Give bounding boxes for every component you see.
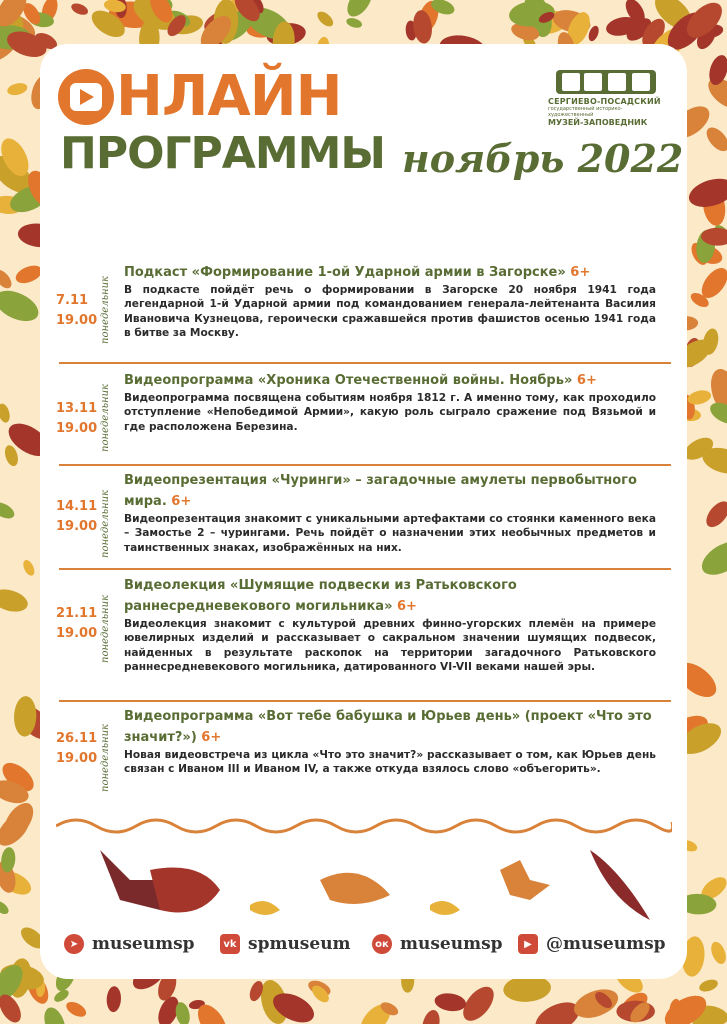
online-title-text: НЛАЙН (116, 64, 342, 129)
age-rating: 6+ (397, 599, 417, 614)
event-time: 19.00 (56, 421, 98, 436)
divider (59, 700, 671, 702)
museum-logo-mark (556, 70, 656, 94)
social-youtube[interactable] (518, 934, 666, 954)
vk-icon: vk (220, 934, 240, 954)
odnoklassniki-icon: ок (372, 934, 392, 954)
event-weekday: понедельник (100, 594, 111, 663)
logo-line-2: государственный историко-художественный (548, 106, 623, 118)
social-label: spmuseum (248, 934, 351, 954)
event-description: Видеопрезентация знакомит с уникальными артефактами со стоянки каменного века – Замостье 2 – чурингами. Речь пойдёт о назначении этих необычных предметов и таинственных знаках, изображённых на них. (124, 513, 656, 554)
month-title: ноябрь 2022 (402, 136, 684, 181)
age-rating: 6+ (171, 494, 192, 509)
falling-leaves-decoration (60, 840, 670, 930)
age-rating: 6+ (201, 730, 222, 745)
programs-title: ПРОГРАММЫ (60, 128, 385, 179)
event-date: 7.11 (56, 293, 89, 308)
divider (59, 464, 671, 466)
museum-logo (548, 70, 666, 127)
divider (59, 568, 671, 570)
divider (59, 362, 671, 364)
telegram-icon: ➤ (64, 934, 84, 954)
play-button-icon (58, 69, 114, 125)
event-weekday: понедельник (100, 723, 111, 792)
event-date: 21.11 (56, 606, 98, 621)
event-time: 19.00 (56, 313, 98, 328)
logo-line-1: СЕРГИЕВО-ПОСАДСКИЙ (548, 97, 661, 106)
event-description: Новая видеовстреча из цикла «Что это значит?» рассказывает о том, как Юрьев день связан с Иваном III и Иваном IV, а также откуда взялось слово «объегорить». (124, 749, 656, 776)
event-title: Видеопрограмма «Хроника Отечественной войны. Ноябрь» 6+ (124, 373, 597, 388)
event-description: Видеолекция знакомит с культурой древних финно-угорских племён на примере ювелирных изделий и рассказывает о сакральном значении шумящих подвесок, найденных в результате раскопок на территории загадочного Ратьковского раннесредневекового могильника, датированного VI-VII веками нашей эры. (124, 618, 656, 673)
event-weekday: понедельник (100, 383, 111, 452)
social-vk[interactable] (220, 934, 351, 954)
age-rating: 6+ (570, 265, 591, 280)
wavy-divider (56, 812, 672, 842)
online-title (58, 64, 341, 130)
youtube-icon: ▶ (518, 934, 538, 954)
age-rating: 6+ (576, 373, 597, 388)
event-date: 14.11 (56, 499, 98, 514)
event-time: 19.00 (56, 751, 98, 766)
social-label: @museumsp (546, 934, 666, 954)
event-time: 19.00 (56, 626, 98, 641)
event-title: Подкаст «Формирование 1-ой Ударной армии в Загорске» 6+ (124, 265, 591, 280)
event-title: Видеопрезентация «Чуринги» – загадочные амулеты первобытного мира. 6+ (124, 473, 637, 509)
event-description: Видеопрограмма посвящена событиям ноября 1812 г. А именно тому, как проходило отступление «Непобедимой Армии», какую роль сыграло сражение под Вязьмой и где расположена Березина. (124, 392, 656, 433)
event-date: 13.11 (56, 401, 98, 416)
social-telegram[interactable] (64, 934, 195, 954)
event-weekday: понедельник (100, 489, 111, 558)
event-time: 19.00 (56, 519, 98, 534)
event-description: В подкасте пойдёт речь о формировании в Загорске 20 ноября 1941 года легендарной 1-й Ударной армии под командованием генерала-лейтенанта Василия Ивановича Кузнецова, героически сражавшейся против фашистов осенью 1941 года в битве за Москву. (124, 284, 656, 339)
event-weekday: понедельник (100, 275, 111, 344)
social-odnoklassniki[interactable] (372, 934, 503, 954)
logo-line-3: МУЗЕЙ-ЗАПОВЕДНИК (548, 118, 648, 127)
event-title: Видеолекция «Шумящие подвески из Ратьковского раннесредневекового могильника» 6+ (124, 578, 517, 614)
event-date: 26.11 (56, 731, 98, 746)
event-title: Видеопрограмма «Вот тебе бабушка и Юрьев день» (проект «Что это значит?») 6+ (124, 709, 652, 745)
social-label: museumsp (400, 934, 503, 954)
social-label: museumsp (92, 934, 195, 954)
